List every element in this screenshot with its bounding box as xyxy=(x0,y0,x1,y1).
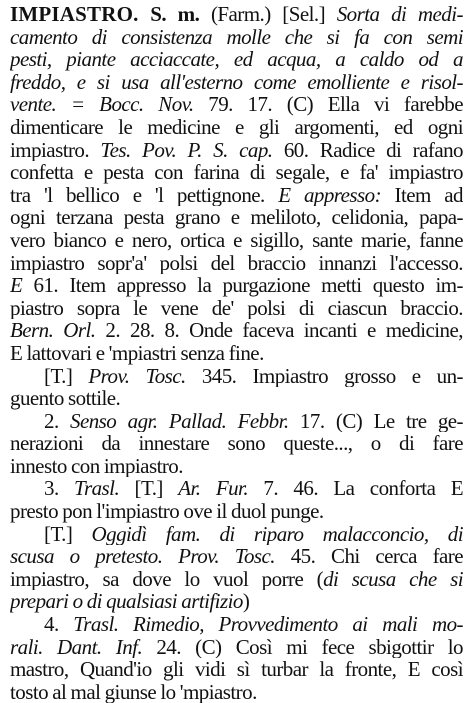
entry-text: impiastro sopr'a' polsi del braccio innanzi l'accesso. xyxy=(10,251,463,275)
entry-text: innesto con impiastro. xyxy=(10,454,183,478)
entry-text: 7. 46. La conforta E xyxy=(248,477,463,501)
entry-line xyxy=(10,432,463,455)
entry-text: [T.] xyxy=(44,522,92,546)
citation-italic: rali. Dant. Inf. xyxy=(10,635,143,659)
entry-line xyxy=(10,116,463,139)
citation-italic: Bern. Orl. xyxy=(10,319,96,342)
entry-line xyxy=(10,93,463,116)
entry-text: tosto al mal giunse lo 'mpiastro. xyxy=(10,680,257,703)
entry-text: 45. Chi cerca fare xyxy=(275,545,463,568)
entry-line xyxy=(10,410,463,433)
citation-italic: prepari o di qualsiasi artifizio xyxy=(10,590,243,614)
entry-line xyxy=(10,568,463,591)
entry-text: vero bianco e nero, ortica e sigillo, sante marie, fanne xyxy=(10,228,463,252)
citation-italic: Sorta di medi- xyxy=(336,3,463,26)
citation-italic: freddo, e si usa all'esterno come emolliente e risol- xyxy=(10,70,463,94)
entry-line xyxy=(10,229,463,252)
citation-italic: Trasl. Rimedio, Provvedimento ai mali mo- xyxy=(73,613,463,636)
citation-italic: Prov. Tosc. xyxy=(88,364,186,388)
entry-line xyxy=(10,613,463,636)
entry-text: guento sottile. xyxy=(10,387,121,410)
entry-text: piastro sopra le vene de' polsi di ciascun braccio. xyxy=(10,296,463,320)
citation-italic: E xyxy=(10,274,23,297)
citation-italic: camento di consistenza molle che si fa con semi xyxy=(10,25,463,49)
entry-text: tra 'l bellico e 'l pettignone. xyxy=(10,183,279,207)
citation-italic: scusa o pretesto. Prov. Tosc. xyxy=(10,545,276,568)
entry-text: dimenticare le medicine e gli argomenti, ed ogni xyxy=(10,115,463,139)
entry-text: 4. xyxy=(44,613,74,636)
citation-italic: Ar. Fur. xyxy=(178,477,249,501)
citation-italic: Tes. Pov. P. S. cap. xyxy=(100,138,273,162)
entry-text: 3. xyxy=(44,477,75,501)
entry-line xyxy=(10,161,463,184)
citation-italic: Trasl. xyxy=(74,477,120,501)
entry-line xyxy=(10,365,463,388)
entry-line xyxy=(10,477,463,500)
citation-italic: Oggidì fam. di riparo malacconcio, di xyxy=(91,522,463,546)
entry-text: impiastro. xyxy=(10,138,101,162)
entry-line xyxy=(10,455,463,478)
citation-italic: Senso agr. Pallad. Febbr. xyxy=(70,409,289,433)
entry-line xyxy=(10,3,463,26)
grammar-tag: S. m. xyxy=(150,3,200,26)
entry-text xyxy=(139,3,151,26)
entry-text: E lattovari e 'mpiastri senza fine. xyxy=(10,341,264,365)
entry-text: 17. (C) Le tre ge- xyxy=(288,409,463,433)
entry-text: Item ad xyxy=(381,183,463,207)
entry-text: 79. 17. (C) Ella vi farebbe xyxy=(193,93,463,116)
entry-line xyxy=(10,590,463,613)
entry-line xyxy=(10,319,463,342)
entry-line xyxy=(10,206,463,229)
entry-line xyxy=(10,342,463,365)
entry-line xyxy=(10,500,463,523)
entry-text: nerazioni da innestare sono queste..., o di fare xyxy=(10,432,463,455)
citation-italic: pesti, piante acciaccate, ed acqua, a caldo od a xyxy=(10,48,463,71)
entry-text: 61. Item appresso la purgazione metti questo im- xyxy=(22,274,463,297)
dictionary-entry-impiastro xyxy=(10,3,463,703)
entry-line xyxy=(10,71,463,94)
entry-text: [T.] xyxy=(119,477,179,501)
entry-text: impiastro, sa dove lo vuol porre ( xyxy=(10,567,324,591)
entry-text: (Farm.) [Sel.] xyxy=(199,3,337,26)
entry-text: 2. 28. 8. Onde faceva incanti e medicine, xyxy=(95,319,463,342)
entry-text: presto pon l'impiastro ove il duol punge. xyxy=(10,500,324,523)
entry-line xyxy=(10,252,463,275)
entry-text: 345. Impiastro grosso e un- xyxy=(185,364,463,388)
entry-line xyxy=(10,274,463,297)
entry-line xyxy=(10,681,463,703)
entry-line xyxy=(10,636,463,659)
entry-line xyxy=(10,658,463,681)
entry-line xyxy=(10,545,463,568)
entry-text: confetta e pesta con farina di segale, e fa' impiastro xyxy=(10,161,463,184)
headword: IMPIASTRO. xyxy=(10,3,139,26)
entry-text: 60. Radice di rafano xyxy=(272,138,463,162)
entry-line xyxy=(10,48,463,71)
entry-line xyxy=(10,26,463,49)
citation-italic: vente. = Bocc. Nov. xyxy=(10,93,194,116)
entry-text: mastro, Quand'io gli vidi sì turbar la fronte, E così xyxy=(10,658,463,681)
entry-line xyxy=(10,387,463,410)
entry-text: [T.] xyxy=(44,364,89,388)
citation-italic: di scusa che si xyxy=(323,567,463,591)
entry-line xyxy=(10,139,463,162)
entry-line xyxy=(10,297,463,320)
citation-italic: E appresso: xyxy=(278,183,382,207)
entry-text: 24. (C) Così mi fece sbigottir lo xyxy=(142,635,463,659)
entry-text: ogni terzana pesta grano e meliloto, celidonia, papa- xyxy=(10,206,463,229)
entry-line xyxy=(10,523,463,546)
entry-text: ) xyxy=(242,590,250,614)
entry-text: 2. xyxy=(44,409,71,433)
entry-line xyxy=(10,184,463,207)
